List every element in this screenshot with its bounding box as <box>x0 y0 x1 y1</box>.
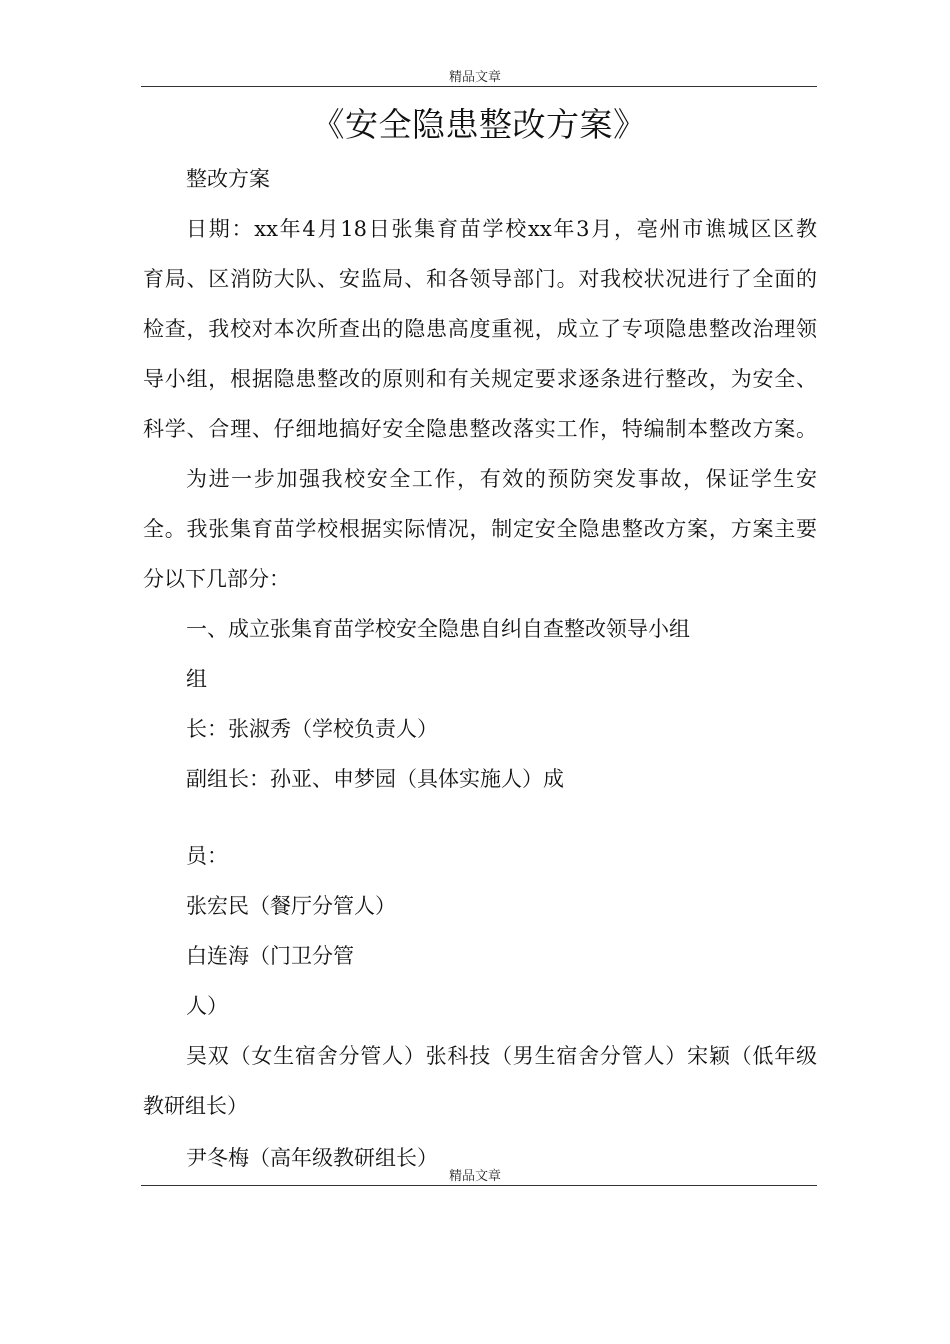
body-line: 为进一步加强我校安全工作，有效的预防突发事故，保证学生安 <box>186 467 817 491</box>
body-line: 吴双（女生宿舍分管人）张科技（男生宿舍分管人）宋颖（低年级 <box>186 1044 817 1068</box>
body-line: 副组长：孙亚、申梦园（具体实施人）成 <box>186 767 564 791</box>
body-line: 白连海（门卫分管 <box>186 944 354 968</box>
body-line: 尹冬梅（高年级教研组长） <box>186 1146 438 1170</box>
body-line: 科学、合理、仔细地搞好安全隐患整改落实工作，特编制本整改方案。 <box>143 417 817 441</box>
body-line: 分以下几部分： <box>143 567 290 591</box>
body-line: 人） <box>186 994 228 1018</box>
document-title: 《安全隐患整改方案》 <box>311 105 647 144</box>
body-line: 张宏民（餐厅分管人） <box>186 894 396 918</box>
body-line: 育局、区消防大队、安监局、和各领导部门。对我校状况进行了全面的 <box>143 267 817 291</box>
footer-label: 精品文章 <box>448 1169 501 1184</box>
body-line: 组 <box>186 667 207 691</box>
footer-rule <box>141 1185 817 1186</box>
body-line: 导小组，根据隐患整改的原则和有关规定要求逐条进行整改，为安全、 <box>143 367 817 391</box>
body-line: 员： <box>186 844 228 868</box>
section-heading: 一、成立张集育苗学校安全隐患自纠自查整改领导小组 <box>186 617 690 641</box>
body-line: 整改方案 <box>186 167 270 191</box>
header-label: 精品文章 <box>448 70 501 85</box>
body-line: 日期：xx年4月18日张集育苗学校xx年3月，亳州市谯城区区教 <box>186 217 817 241</box>
body-line: 教研组长） <box>143 1094 248 1118</box>
body-line: 长：张淑秀（学校负责人） <box>186 717 438 741</box>
body-line: 全。我张集育苗学校根据实际情况，制定安全隐患整改方案，方案主要 <box>143 517 817 541</box>
body-line: 检查，我校对本次所查出的隐患高度重视，成立了专项隐患整改治理领 <box>143 317 817 341</box>
header-rule <box>141 86 817 87</box>
